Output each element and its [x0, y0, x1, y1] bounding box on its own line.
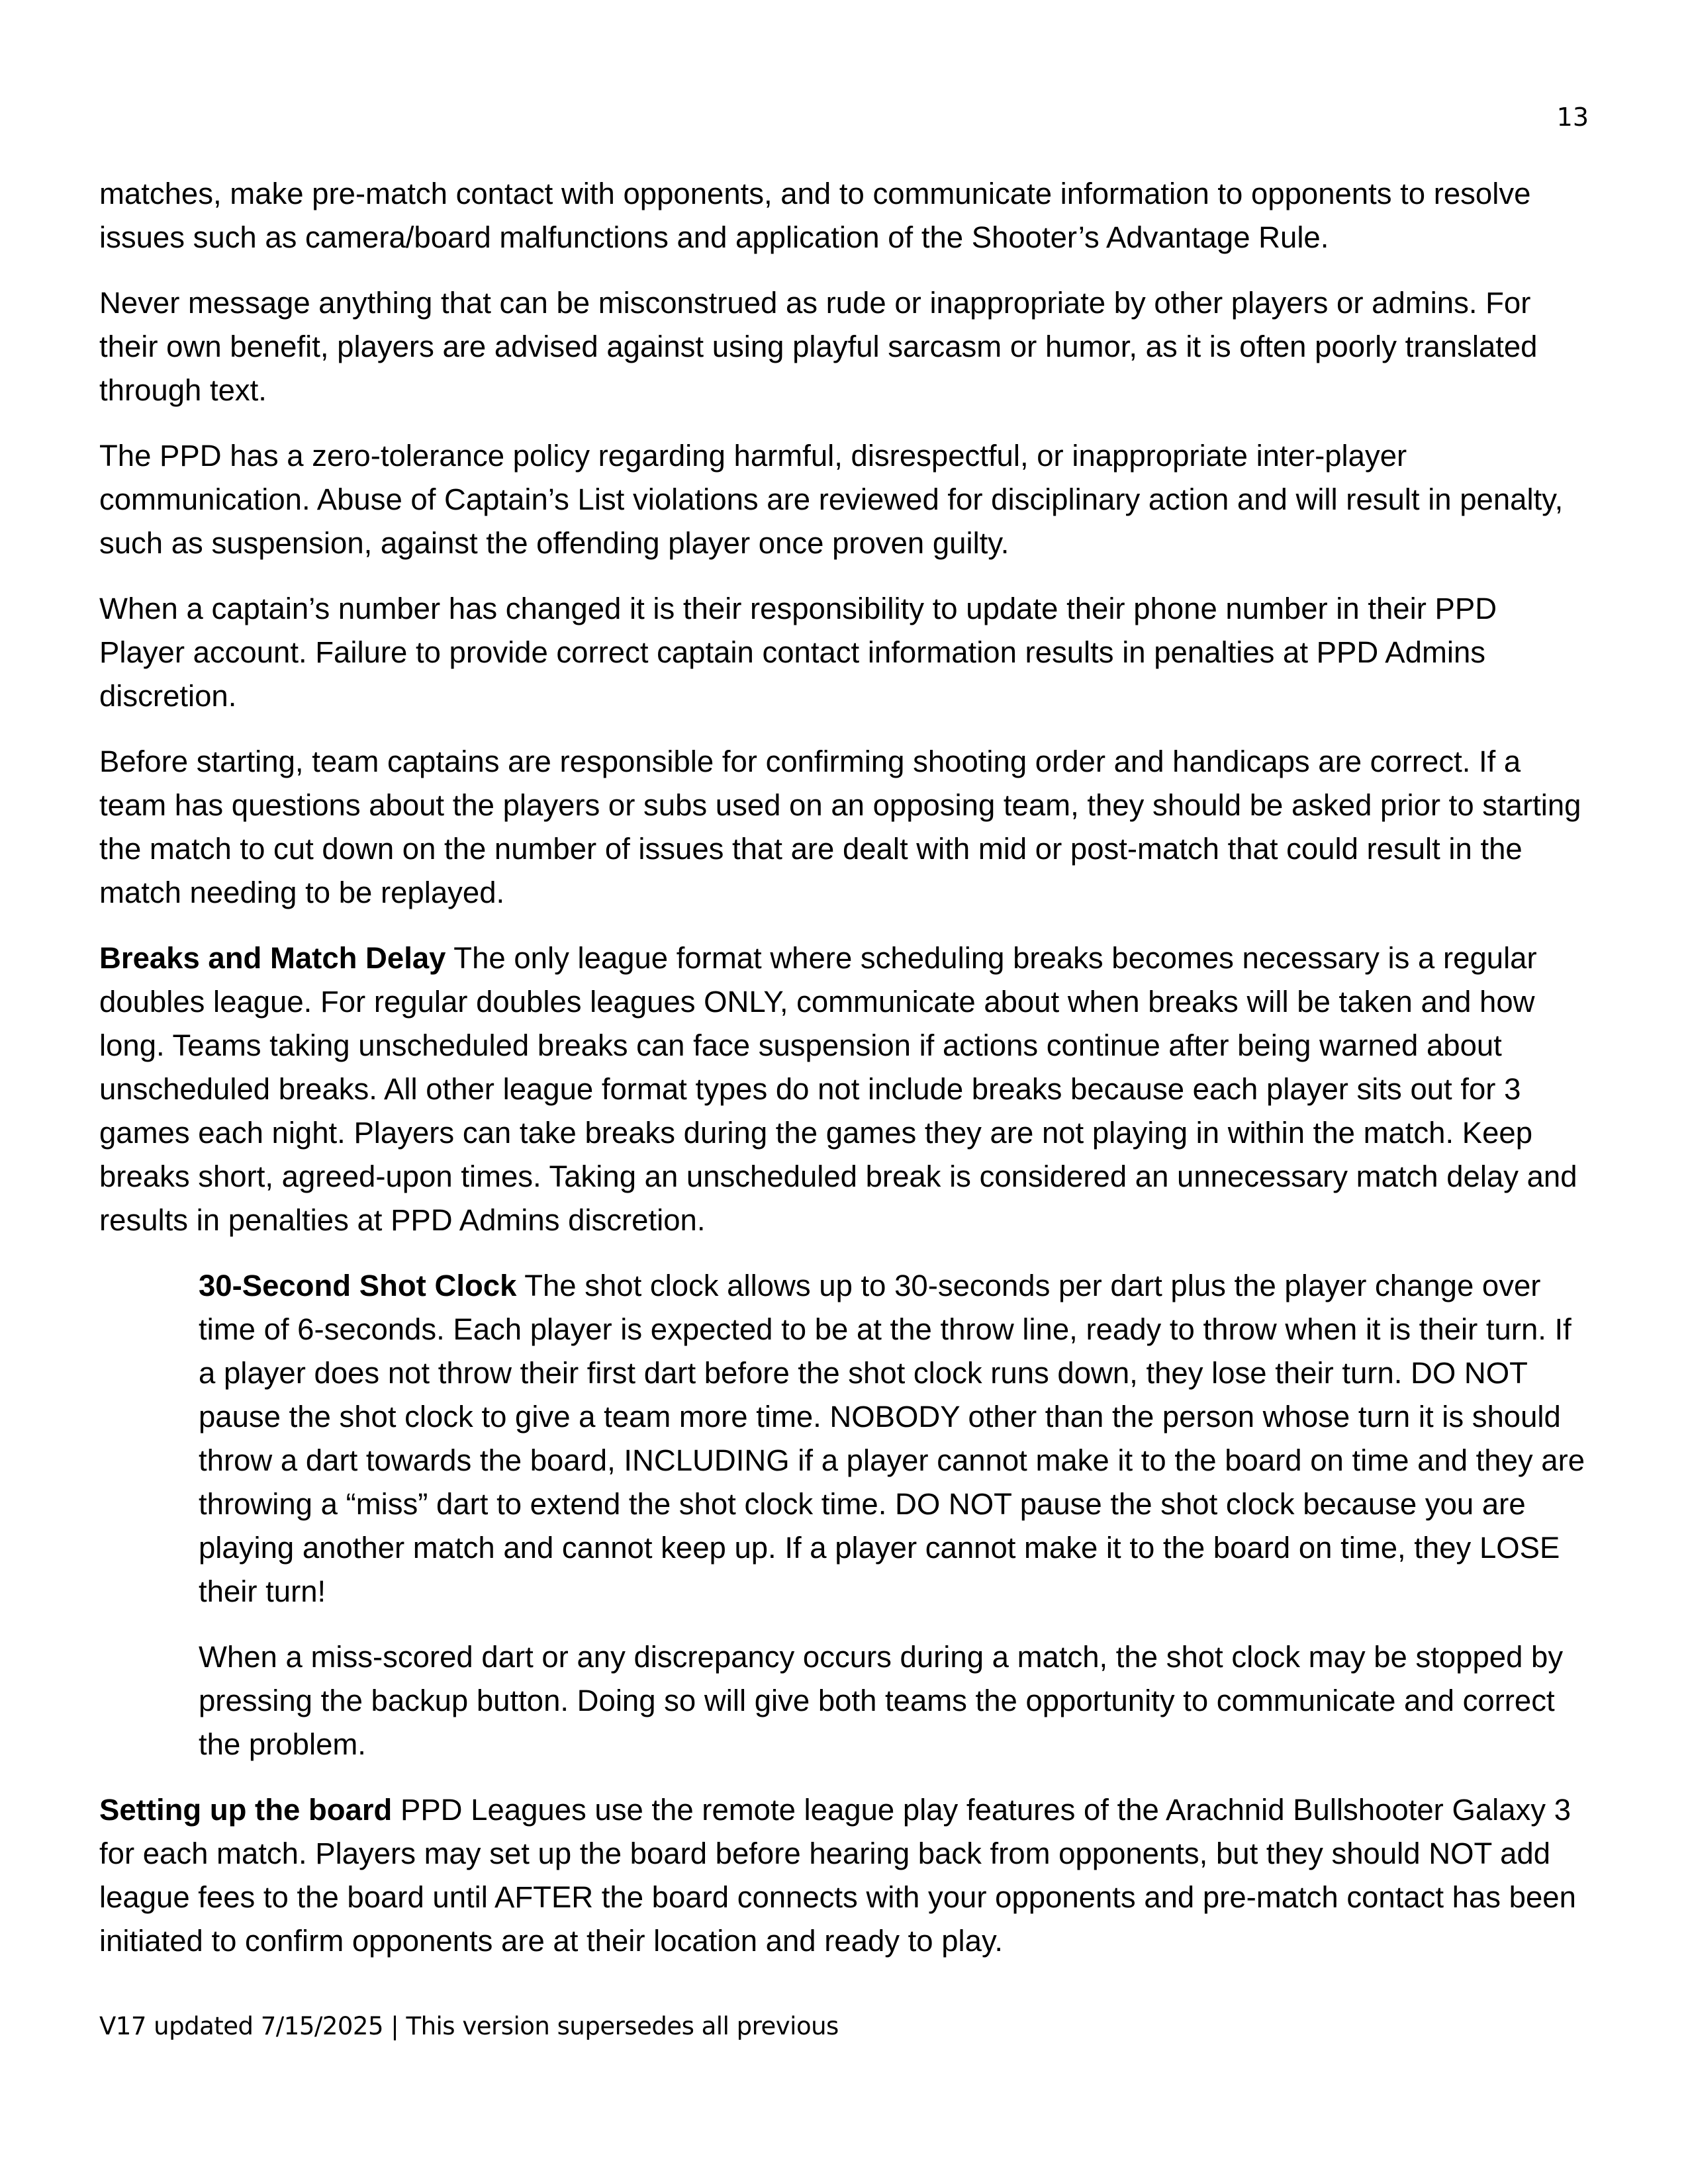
paragraph-pre-match-contact — [99, 172, 1589, 259]
paragraph-text: PPD Leagues use the remote league play features of the Arachnid Bullshooter Galaxy 3 for each match. Players may set up the board before hearing back from opponents, but they should NOT add league fees to the board until AFTER the board connects with your opponents and pre-match contact has been initiated to confirm opponents are at their location and ready to play. — [99, 1793, 1576, 1958]
paragraph-text: The only league format where scheduling breaks becomes necessary is a regular doubles league. For regular doubles leagues ONLY, communicate about when breaks will be taken and how long. Teams taking unscheduled breaks can face suspension if actions continue after being warned about unscheduled breaks. All other league format types do not include breaks because each player sits out for 3 games each night. Players can take breaks during the games they are not playing in within the match. Keep breaks short, agreed-upon times. Taking an unscheduled break is considered an unnecessary match delay and results in penalties at PPD Admins discretion. — [99, 941, 1577, 1237]
page-footer: V17 updated 7/15/2025 | This version supersedes all previous — [99, 2012, 839, 2040]
paragraph-text: Never message anything that can be misconstrued as rude or inappropriate by other players or admins. For their own benefit, players are advised against using playful sarcasm or humor, as it is often poorly translated through text. — [99, 286, 1538, 407]
paragraph-shot-clock — [199, 1264, 1589, 1614]
paragraph-text: The PPD has a zero-tolerance policy regarding harmful, disrespectful, or inappropriate inter-player communication. Abuse of Captain’s List violations are reviewed for disciplinary action and will result in penalty, such as suspension, against the offending player once proven guilty. — [99, 439, 1564, 560]
section-heading-shot-clock: 30-Second Shot Clock — [199, 1269, 517, 1302]
paragraph-setting-up-board — [99, 1788, 1589, 1963]
paragraph-miss-scored-dart — [199, 1635, 1589, 1766]
paragraph-text: When a miss-scored dart or any discrepancy occurs during a match, the shot clock may be stopped by pressing the backup button. Doing so will give both teams the opportunity to communicate and correct the problem. — [199, 1640, 1564, 1761]
paragraph-before-starting — [99, 740, 1589, 915]
paragraph-text: When a captain’s number has changed it is their responsibility to update their phone number in their PPD Player account. Failure to provide correct captain contact information results in penalties at PPD Admins discretion. — [99, 592, 1497, 713]
paragraph-zero-tolerance — [99, 434, 1589, 565]
paragraph-text: The shot clock allows up to 30-seconds per dart plus the player change over time of 6-seconds. Each player is expected to be at the throw line, ready to throw when it is their turn. If a player does not throw their first dart before the shot clock runs down, they lose their turn. DO NOT pause the shot clock to give a team more time. NOBODY other than the person whose turn it is should throw a dart towards the board, INCLUDING if a player cannot make it to the board on time and they are throwing a “miss” dart to extend the shot clock time. DO NOT pause the shot clock because you are playing another match and cannot keep up. If a player cannot make it to the board on time, they LOSE their turn! — [199, 1269, 1585, 1608]
page-number: 13 — [1556, 103, 1589, 132]
paragraph-captain-number — [99, 587, 1589, 718]
section-heading-setting-up: Setting up the board — [99, 1793, 393, 1827]
paragraph-text: Before starting, team captains are responsible for confirming shooting order and handicaps are correct. If a team has questions about the players or subs used on an opposing team, they should be asked prior to starting the match to cut down on the number of issues that are dealt with mid or post-match that could result in the match needing to be replayed. — [99, 745, 1581, 909]
paragraph-messaging — [99, 281, 1589, 412]
document-body — [99, 172, 1589, 1985]
paragraph-breaks-and-match-delay — [99, 936, 1589, 1242]
section-heading-breaks: Breaks and Match Delay — [99, 941, 446, 975]
paragraph-text: matches, make pre-match contact with opponents, and to communicate information to opponents to resolve issues such as camera/board malfunctions and application of the Shooter’s Advantage Rule. — [99, 177, 1531, 254]
